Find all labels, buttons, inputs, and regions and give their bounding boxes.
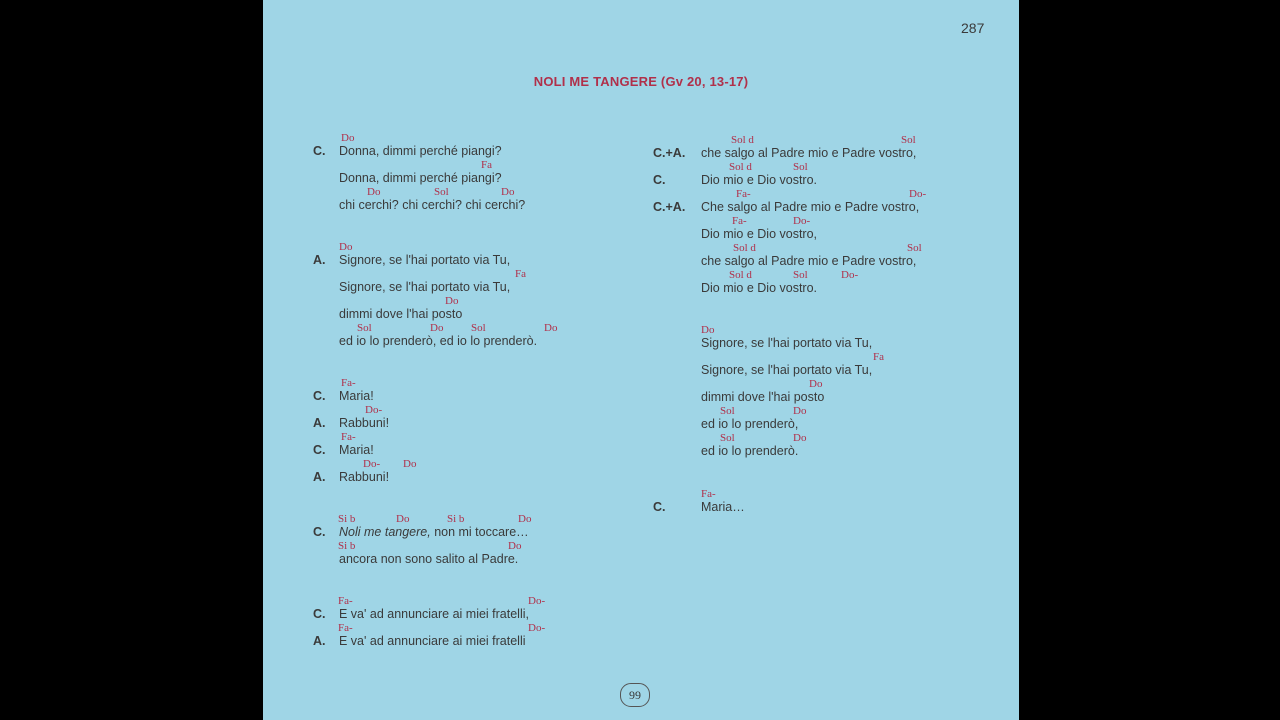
lyric-text-body: Dio mio e Dio vostro. xyxy=(701,281,818,295)
lyric-text xyxy=(701,500,745,514)
chord-label: Sol xyxy=(793,269,808,281)
chord-label: Do xyxy=(339,241,353,253)
lyric-text xyxy=(339,470,389,484)
lyric-text-body: ed io lo prenderò, xyxy=(701,417,799,431)
lyric-text-italic: Noli me tangere, xyxy=(339,525,431,539)
chord-label: Sol d xyxy=(729,269,752,281)
chord-label: Do xyxy=(341,132,355,144)
lyric-text xyxy=(701,173,817,187)
page-number: 287 xyxy=(961,20,985,36)
lyric-line xyxy=(263,215,1019,241)
lyric-line xyxy=(263,295,1019,321)
lyric-text-body: dimmi dove l'hai posto xyxy=(701,390,825,404)
lyric-text xyxy=(701,336,872,350)
lyric-line xyxy=(263,351,1019,377)
lyric-text xyxy=(339,552,518,566)
lyric-text xyxy=(701,200,919,214)
lyric-text-body: ed io lo prenderò. xyxy=(701,444,799,458)
lyric-line xyxy=(263,405,1019,431)
lyric-text-body: Signore, se l'hai portato via Tu, xyxy=(339,280,511,294)
lyric-line xyxy=(263,622,1019,648)
lyric-text-body: Signore, se l'hai portato via Tu, xyxy=(701,363,873,377)
chord-label: Sol xyxy=(471,322,486,334)
chord-label: Do- xyxy=(365,404,383,416)
lyric-text xyxy=(701,390,824,404)
chord-label: Si b xyxy=(338,513,356,525)
lyrics-area xyxy=(263,0,1019,720)
speaker-label: C. xyxy=(313,389,326,403)
lyric-text-body: Donna, dimmi perché piangi? xyxy=(339,171,502,185)
lyric-text-body: Dio mio e Dio vostro. xyxy=(701,173,818,187)
speaker-label: A. xyxy=(313,416,326,430)
chord-label: Do xyxy=(518,513,532,525)
speaker-label: C. xyxy=(313,525,326,539)
speaker-label: C.+A. xyxy=(653,200,686,214)
chord-label: Do- xyxy=(528,622,546,634)
lyric-text-body: Maria! xyxy=(339,443,374,457)
lyric-text-body: dimmi dove l'hai posto xyxy=(339,307,463,321)
lyric-text xyxy=(701,227,817,241)
speaker-label: C. xyxy=(313,607,326,621)
chord-label: Do- xyxy=(841,269,859,281)
chord-label: Sol xyxy=(901,134,916,146)
chord-label: Sol xyxy=(720,405,735,417)
lyric-text-body: Signore, se l'hai portato via Tu, xyxy=(339,253,511,267)
chord-label: Fa- xyxy=(736,188,751,200)
speaker-label: C. xyxy=(313,144,326,158)
chord-label: Do xyxy=(501,186,515,198)
speaker-label: A. xyxy=(313,634,326,648)
chord-label: Fa- xyxy=(341,377,356,389)
chord-label: Sol xyxy=(793,161,808,173)
chord-label: Sol xyxy=(720,432,735,444)
chord-label: Fa- xyxy=(338,622,353,634)
lyric-text-body: che salgo al Padre mio e Padre vostro, xyxy=(701,146,917,160)
lyric-text xyxy=(339,634,526,648)
chord-label: Fa xyxy=(515,268,526,280)
lyric-text-body: Signore, se l'hai portato via Tu, xyxy=(701,336,873,350)
lyric-text-body: Maria… xyxy=(701,500,745,514)
lyric-line xyxy=(263,378,1019,404)
speaker-label: A. xyxy=(313,253,326,267)
lyric-line xyxy=(263,513,1019,539)
chord-label: Sol xyxy=(357,322,372,334)
lyric-text-body: ed io lo prenderò, ed io lo prenderò. xyxy=(339,334,538,348)
songbook-page xyxy=(263,0,1019,720)
chord-label: Do xyxy=(793,405,807,417)
lyric-text-body: che salgo al Padre mio e Padre vostro, xyxy=(701,254,917,268)
chord-label: Sol d xyxy=(733,242,756,254)
chord-label: Sol d xyxy=(729,161,752,173)
lyric-text xyxy=(701,444,798,458)
chord-label: Fa- xyxy=(732,215,747,227)
lyric-text-body: ancora non sono salito al Padre. xyxy=(339,552,519,566)
lyric-text-body: non mi toccare… xyxy=(430,525,529,539)
lyric-text-body: chi cerchi? chi cerchi? chi cerchi? xyxy=(339,198,526,212)
chord-label: Do xyxy=(793,432,807,444)
speaker-label: C. xyxy=(653,173,666,187)
chord-label: Do xyxy=(367,186,381,198)
lyric-text xyxy=(701,146,916,160)
lyric-line xyxy=(263,458,1019,484)
chord-label: Sol xyxy=(434,186,449,198)
speaker-label: A. xyxy=(313,470,326,484)
lyric-line xyxy=(263,540,1019,566)
chord-label: Do xyxy=(544,322,558,334)
speaker-label: C.+A. xyxy=(653,146,686,160)
speaker-label: C. xyxy=(313,443,326,457)
lyric-text xyxy=(339,525,529,539)
chord-label: Fa xyxy=(481,159,492,171)
chord-label: Fa- xyxy=(338,595,353,607)
chord-label: Fa xyxy=(873,351,884,363)
chord-label: Do xyxy=(430,322,444,334)
lyric-line xyxy=(263,324,1019,350)
lyric-line xyxy=(263,432,1019,458)
lyric-text-body: Rabbuni! xyxy=(339,470,390,484)
chord-label: Do- xyxy=(363,458,381,470)
speaker-label: C. xyxy=(653,500,666,514)
chord-label: Do xyxy=(445,295,459,307)
lyric-line xyxy=(263,134,1019,160)
chord-label: Do- xyxy=(528,595,546,607)
chord-label: Do xyxy=(508,540,522,552)
chord-label: Do xyxy=(701,324,715,336)
lyric-text-body: E va' ad annunciare ai miei fratelli xyxy=(339,634,526,648)
lyric-text-body: Donna, dimmi perché piangi? xyxy=(339,144,502,158)
chord-label: Fa- xyxy=(341,431,356,443)
lyric-text-body: Che salgo al Padre mio e Padre vostro, xyxy=(701,200,920,214)
chord-label: Do xyxy=(809,378,823,390)
lyric-text xyxy=(701,363,872,377)
lyric-text-body: E va' ad annunciare ai miei fratelli, xyxy=(339,607,529,621)
lyric-line xyxy=(263,269,1019,295)
chord-label: Si b xyxy=(447,513,465,525)
chord-label: Do xyxy=(396,513,410,525)
lyric-line xyxy=(263,161,1019,187)
lyric-text-body: Rabbuni! xyxy=(339,416,390,430)
lyric-line xyxy=(263,242,1019,268)
lyric-text xyxy=(701,417,798,431)
lyric-text xyxy=(701,281,817,295)
chord-label: Si b xyxy=(338,540,356,552)
footer-page-number: 99 xyxy=(620,683,650,707)
lyric-line xyxy=(263,488,1019,514)
lyric-text xyxy=(701,254,916,268)
lyric-text-body: Dio mio e Dio vostro, xyxy=(701,227,818,241)
lyric-text-body: Maria! xyxy=(339,389,374,403)
chord-label: Do xyxy=(403,458,417,470)
chord-label: Do- xyxy=(793,215,811,227)
lyric-text xyxy=(339,307,462,321)
lyric-text xyxy=(339,607,529,621)
chord-label: Sol d xyxy=(731,134,754,146)
chord-label: Fa- xyxy=(701,488,716,500)
song-title: NOLI ME TANGERE (Gv 20, 13-17) xyxy=(533,74,749,89)
chord-label: Sol xyxy=(907,242,922,254)
chord-label: Do- xyxy=(909,188,927,200)
lyric-line xyxy=(263,188,1019,214)
lyric-line xyxy=(263,595,1019,621)
